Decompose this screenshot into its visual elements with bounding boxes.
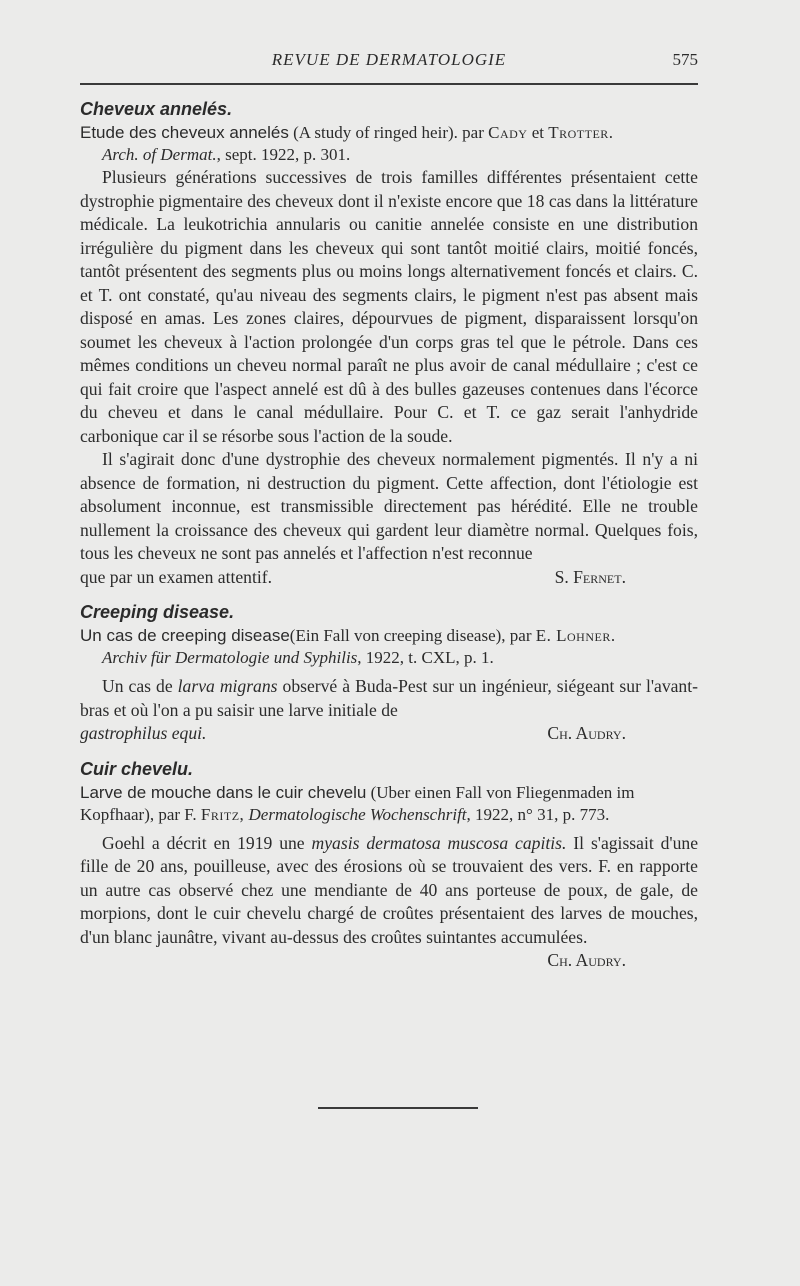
closing-line bbox=[80, 722, 698, 746]
article-reference: (A study of ringed heir). par bbox=[293, 123, 484, 142]
body-paragraph bbox=[80, 675, 698, 722]
article-heading bbox=[80, 782, 698, 826]
section-title: Creeping disease. bbox=[80, 602, 235, 622]
author-name: E. Lohner. bbox=[535, 626, 616, 645]
text-run: Il s'agissait d'une fille de 20 ans, pouilleuse, avec des érosions où se trouvaient des vers. F. en rapporte un autre cas observé chez une mendiante de 40 ans porteuse de poux, de gale, de morpions, dont le cuir chevelu chargé de croûtes présentaient des larves de mouches, d'un blanc jaunâtre, vivant au-dessus des croûtes suintantes accumulées. bbox=[80, 832, 699, 947]
author-name: Fritz, bbox=[200, 804, 245, 824]
journal-name: Archiv für Dermatologie und Syphilis bbox=[102, 648, 358, 667]
article-heading bbox=[80, 625, 698, 647]
running-title: REVUE DE DERMATOLOGIE bbox=[271, 50, 507, 69]
section-cuir-chevelu bbox=[80, 756, 698, 973]
article-reference: (Ein Fall von creeping disease), par bbox=[289, 626, 532, 645]
section-cheveux-anneles bbox=[80, 96, 698, 589]
article-title: Etude des cheveux annelés bbox=[80, 123, 289, 142]
journal-name: Dermatologische Wochenschrift bbox=[248, 804, 467, 824]
article-citation bbox=[80, 647, 698, 669]
article-title: Larve de mouche dans le cuir chevelu bbox=[80, 782, 367, 802]
article-title: Un cas de creeping disease bbox=[80, 626, 290, 645]
running-header bbox=[80, 50, 698, 84]
author-name: Trotter. bbox=[548, 123, 614, 142]
signature: Ch. Audry. bbox=[547, 723, 626, 743]
text-run: Un cas de bbox=[102, 676, 173, 696]
italic-term: gastrophilus equi. bbox=[80, 723, 207, 743]
section-title: Cheveux annelés. bbox=[80, 99, 233, 119]
signature: Ch. Audry. bbox=[547, 950, 626, 970]
citation-details: , 1922, t. CXL, p. 1. bbox=[357, 648, 494, 667]
italic-term: larva migrans bbox=[177, 676, 278, 696]
body-paragraph bbox=[80, 832, 698, 950]
page-number: 575 bbox=[672, 50, 698, 69]
section-title: Cuir chevelu. bbox=[80, 758, 194, 779]
journal-name: Arch. of Dermat. bbox=[102, 145, 217, 164]
closing-line bbox=[80, 949, 698, 973]
author-joiner: et bbox=[531, 123, 544, 142]
signature: S. Fernet. bbox=[554, 566, 626, 587]
article-heading bbox=[80, 122, 698, 144]
body-paragraph: Plusieurs générations successives de trois familles différentes présentaient cette dystrophie pigmentaire des cheveux dont il n'existe encore que 18 cas dans la littérature médicale. La leukotrichia annularis ou canitie annelée consiste en une distribution irrégulière du pigment dans les cheveux qui sont tantôt moitié clairs, moitié foncés, tantôt présentent des segments plus ou moins longs alternativement foncés et clairs. C. et T. ont constaté, qu'au niveau des segments clairs, le pigment n'est pas absent mais disposé en amas. Les zones claires, dépourvues de pigment, disparaissent lorsqu'on soumet les cheveux à l'action prolongée d'un corps gras tel que le pétrole. Dans ces mêmes conditions un cheveu normal paraît ne plus avoir de canal médullaire ; c'est ce qui fait croire que l'aspect annelé est dû à des bulles gazeuses contenues dans l'écorce du cheveu et dans le canal médullaire. Pour C. et T. ce gaz serait l'anhydride carbonique car il se résorbe sous l'action de la soude. bbox=[80, 167, 698, 446]
citation-details: , 1922, n° 31, p. 773. bbox=[466, 804, 610, 824]
text-run: observé à Buda-Pest sur un ingénieur, siégeant sur l'avant-bras et où l'on a pu saisir une larve initiale de bbox=[80, 676, 698, 720]
end-rule bbox=[318, 1107, 478, 1109]
header-rule bbox=[80, 83, 698, 85]
paragraph-end: que par un examen attentif. bbox=[80, 566, 272, 587]
article-citation bbox=[80, 144, 698, 166]
article-reference: (Uber einen Fall von Fliegenmaden im Kopfhaar), par F. bbox=[80, 782, 635, 824]
author-name: Cady bbox=[488, 123, 528, 142]
text-run: Goehl a décrit en 1919 une bbox=[102, 832, 305, 853]
closing-line bbox=[80, 566, 698, 590]
italic-term: myasis dermatosa muscosa capitis. bbox=[311, 832, 567, 853]
section-creeping-disease bbox=[80, 599, 698, 746]
citation-details: , sept. 1922, p. 301. bbox=[216, 145, 351, 164]
body-paragraph: Il s'agirait donc d'une dystrophie des cheveux normalement pigmentés. Il n'y a ni absence de formation, ni destruction du pigment. Cette affection, dont l'étiologie est absolument inconnue, est transmissible directement pas hérédité. Elle ne trouble nullement la croissance des cheveux qui gardent leur diamètre normal. Quelques fois, tous les cheveux ne sont pas annelés et l'affection n'est reconnue bbox=[80, 449, 698, 563]
page-content bbox=[80, 96, 698, 973]
